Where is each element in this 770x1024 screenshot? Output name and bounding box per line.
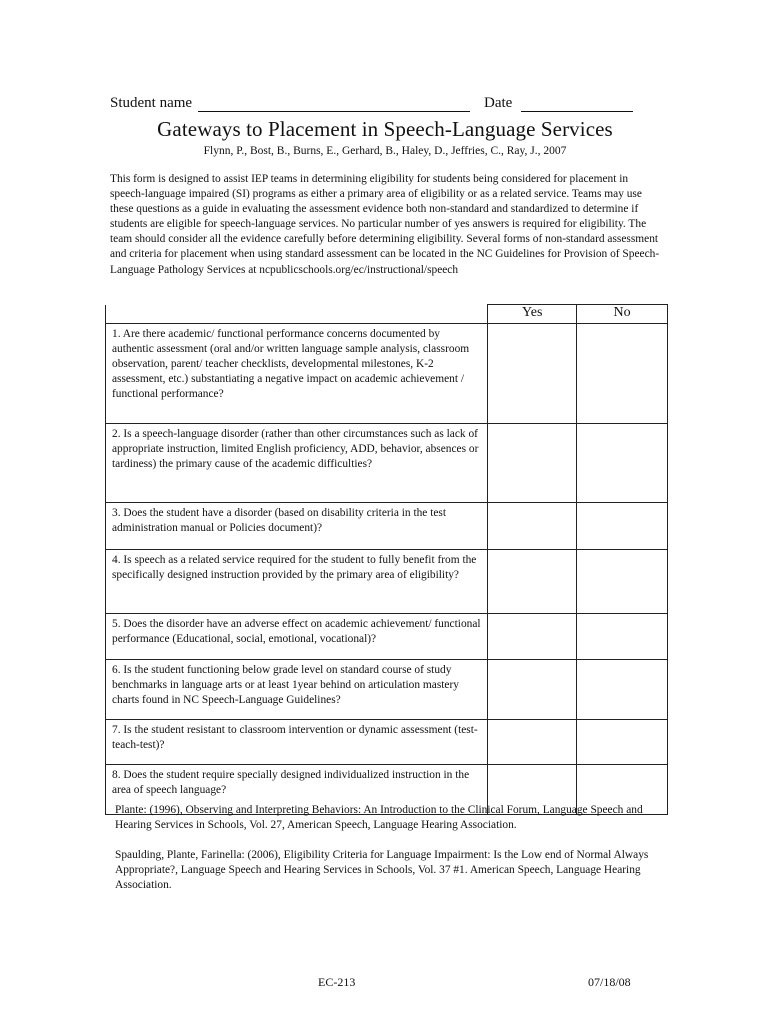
page-title: Gateways to Placement in Speech-Language Services — [157, 117, 613, 141]
yes-column-header: Yes — [488, 305, 577, 324]
date-label: Date — [484, 95, 513, 111]
no-answer-cell[interactable] — [577, 614, 668, 660]
table-row — [106, 503, 668, 550]
yes-answer-cell[interactable] — [488, 424, 577, 503]
form-code: EC-213 — [318, 975, 356, 989]
yes-answer-cell[interactable] — [488, 614, 577, 660]
student-name-label: Student name — [110, 95, 193, 111]
student-date-header — [110, 95, 670, 115]
no-answer-cell[interactable] — [577, 324, 668, 424]
intro-paragraph: This form is designed to assist IEP teams in determining eligibility for students being considered for placement in speech-language impaired (SI) programs as either a primary area of eligibility or as a related service. Teams may use these questions as a guide in evaluating the assessment evidence both non-standard and standardized to determine if students are eligible for speech-language services. No particular number of yes answers is required for eligibility. The team should consider all the evidence carefully before determining eligibility. Several forms of non-standard assessment and criteria for placement when using standard assessment can be located in the NC Guidelines for Provision of Speech-Language Pathology Services at ncpublicschools.org/ec/instructional/speech — [110, 173, 660, 276]
question-text: 4. Is speech as a related service required for the student to fully benefit from the specifically designed instruction provided by the primary area of eligibility? — [106, 550, 488, 614]
no-answer-cell[interactable] — [577, 720, 668, 765]
table-header-row — [106, 305, 668, 324]
no-column-header: No — [577, 305, 668, 324]
question-text: 5. Does the disorder have an adverse effect on academic achievement/ functional performance (Educational, social, emotional, vocational)? — [106, 614, 488, 660]
question-text: 6. Is the student functioning below grade level on standard course of study benchmarks in language arts or at least 1year behind on articulation mastery charts found in NC Speech-Language Guidelines? — [106, 660, 488, 720]
question-text: 7. Is the student resistant to classroom intervention or dynamic assessment (test-teach-test)? — [106, 720, 488, 765]
question-text: 8. Does the student require specially designed individualized instruction in the area of speech language? — [106, 765, 488, 815]
question-text: 1. Are there academic/ functional performance concerns documented by authentic assessment (oral and/or written language sample analysis, classroom observation, parent/ teacher checklists, developmental milestones, K-2 assessment, etc.) substantiating a negative impact on academic achievement / functional performance? — [106, 324, 488, 424]
date-field[interactable] — [521, 111, 633, 112]
question-column-header — [106, 305, 488, 324]
student-name-field[interactable] — [198, 111, 470, 112]
table-row — [106, 550, 668, 614]
no-answer-cell[interactable] — [577, 660, 668, 720]
no-answer-cell[interactable] — [577, 424, 668, 503]
table-row — [106, 324, 668, 424]
table-row — [106, 660, 668, 720]
reference-plante: Plante: (1996), Observing and Interpreting Behaviors: An Introduction to the Clinical Forum, Language Speech and Hearing Services in Schools, Vol. 27, American Speech, Language Hearing Association. — [115, 804, 643, 832]
table-row — [106, 424, 668, 503]
question-text: 2. Is a speech-language disorder (rather than other circumstances such as lack of appropriate instruction, limited English proficiency, ADD, behavior, absences or tardiness) the primary cause of the academic difficulties? — [106, 424, 488, 503]
authors-line: Flynn, P., Bost, B., Burns, E., Gerhard, B., Haley, D., Jeffries, C., Ray, J., 2007 — [203, 145, 567, 157]
form-date: 07/18/08 — [588, 975, 631, 989]
eligibility-questions-table — [105, 304, 668, 815]
question-text: 3. Does the student have a disorder (based on disability criteria in the test administration manual or Policies document)? — [106, 503, 488, 550]
no-answer-cell[interactable] — [577, 503, 668, 550]
yes-answer-cell[interactable] — [488, 324, 577, 424]
yes-answer-cell[interactable] — [488, 720, 577, 765]
table-row — [106, 614, 668, 660]
table-row — [106, 720, 668, 765]
yes-answer-cell[interactable] — [488, 503, 577, 550]
no-answer-cell[interactable] — [577, 550, 668, 614]
yes-answer-cell[interactable] — [488, 660, 577, 720]
yes-answer-cell[interactable] — [488, 550, 577, 614]
reference-spaulding: Spaulding, Plante, Farinella: (2006), Eligibility Criteria for Language Impairment: Is the Low end of Normal Always Appropriate?, Language Speech and Hearing Services in Schools, Vol. 37 #1. American Speech, Language Hearing Association. — [115, 849, 649, 892]
